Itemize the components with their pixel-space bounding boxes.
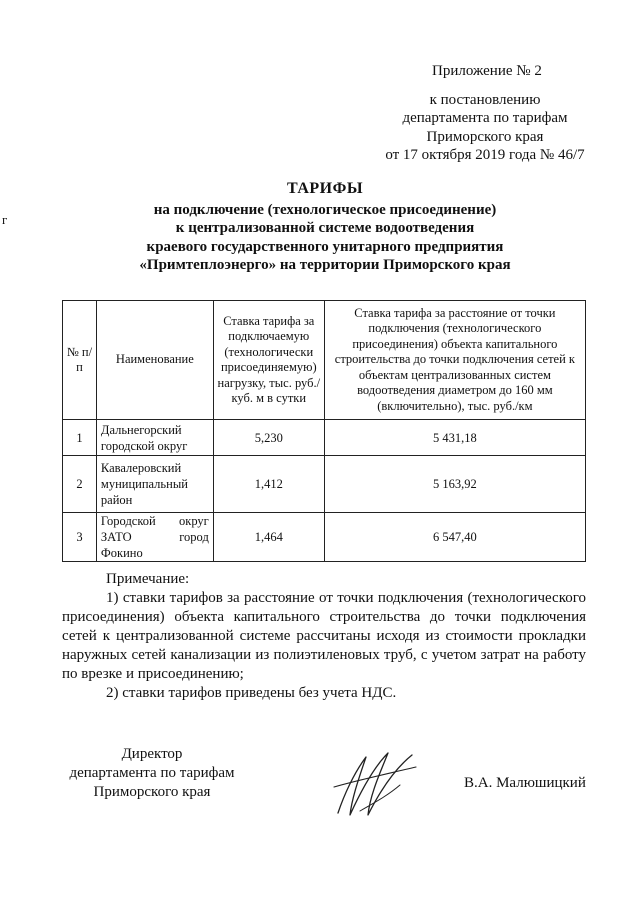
signatory-position-line: Директор <box>121 746 183 762</box>
document-subtitle-line: к централизованной системе водоотведения <box>175 220 475 236</box>
column-header-rate-distance: Ставка тарифа за расстояние от точки подключения (технологического присоединения) объекта капитального строительства до точки подключения сетей к объектам централизованных систем водоотведения диаметром до 160 мм (включительно), тыс. руб./км <box>324 301 585 420</box>
table-header-row <box>63 301 586 420</box>
document-title-block <box>100 180 550 275</box>
cell-name-tail: Фокино <box>100 546 143 560</box>
signatory-position-line: Приморского края <box>93 784 211 800</box>
appendix-line: от 17 октября 2019 года № 46/7 <box>385 147 585 163</box>
table-row <box>63 456 586 513</box>
column-header-num: № п/п <box>63 301 97 420</box>
cell-rate-distance: 5 431,18 <box>324 420 585 456</box>
document-subtitle-line: «Примтеплоэнерго» на территории Приморского края <box>139 257 511 273</box>
column-header-rate-load: Ставка тарифа за подключаемую (технологически присоединяемую) нагрузку, тыс. руб./куб. м в сутки <box>213 301 324 420</box>
tariff-table <box>62 300 586 562</box>
signatory-position-line: департамента по тарифам <box>69 765 235 781</box>
document-subtitle-line: краевого государственного унитарного предприятия <box>146 238 504 255</box>
cell-num: 2 <box>63 456 97 513</box>
column-header-name: Наименование <box>96 301 213 420</box>
cell-rate-distance: 6 547,40 <box>324 513 585 562</box>
cell-rate-load: 5,230 <box>213 420 324 456</box>
cell-rate-distance: 5 163,92 <box>324 456 585 513</box>
appendix-block <box>380 62 590 165</box>
table-row <box>63 513 586 562</box>
cell-name: Дальнегорский городской округ <box>96 420 213 456</box>
note-item: 2) ставки тарифов приведены без учета НДС. <box>106 685 397 701</box>
signatory-name: В.А. Малюшицкий <box>464 775 586 791</box>
appendix-line: Приморского края <box>426 128 544 145</box>
cell-num: 1 <box>63 420 97 456</box>
cell-name-main: Городской округ ЗАТО город <box>100 514 209 544</box>
cell-num: 3 <box>63 513 97 562</box>
document-subtitle-line: на подключение (технологическое присоединение) <box>153 201 497 218</box>
table-row <box>63 420 586 456</box>
appendix-title: Приложение № 2 <box>432 63 542 79</box>
note-title: Примечание: <box>106 571 190 587</box>
note-item: 1) ставки тарифов за расстояние от точки подключения (технологического присоединения) объекта капитального строительства до точки подключения сетей к централизованной системе рассчитаны исходя из стоимости прокладки наружных сетей канализации из полиэтиленовых труб, с учетом затрат на работу по врезке и присоединению; <box>62 590 586 682</box>
appendix-line: департамента по тарифам <box>402 110 568 126</box>
cell-name <box>96 513 213 562</box>
cell-rate-load: 1,412 <box>213 456 324 513</box>
signatory-position <box>62 745 242 802</box>
note-block <box>62 570 586 703</box>
appendix-line: к постановлению <box>429 91 541 108</box>
handwritten-signature <box>330 745 420 820</box>
document-title: ТАРИФЫ <box>286 180 364 197</box>
cell-name: Кавалеровский муниципальный район <box>96 456 213 513</box>
edge-mark: г <box>2 212 8 227</box>
cell-rate-load: 1,464 <box>213 513 324 562</box>
